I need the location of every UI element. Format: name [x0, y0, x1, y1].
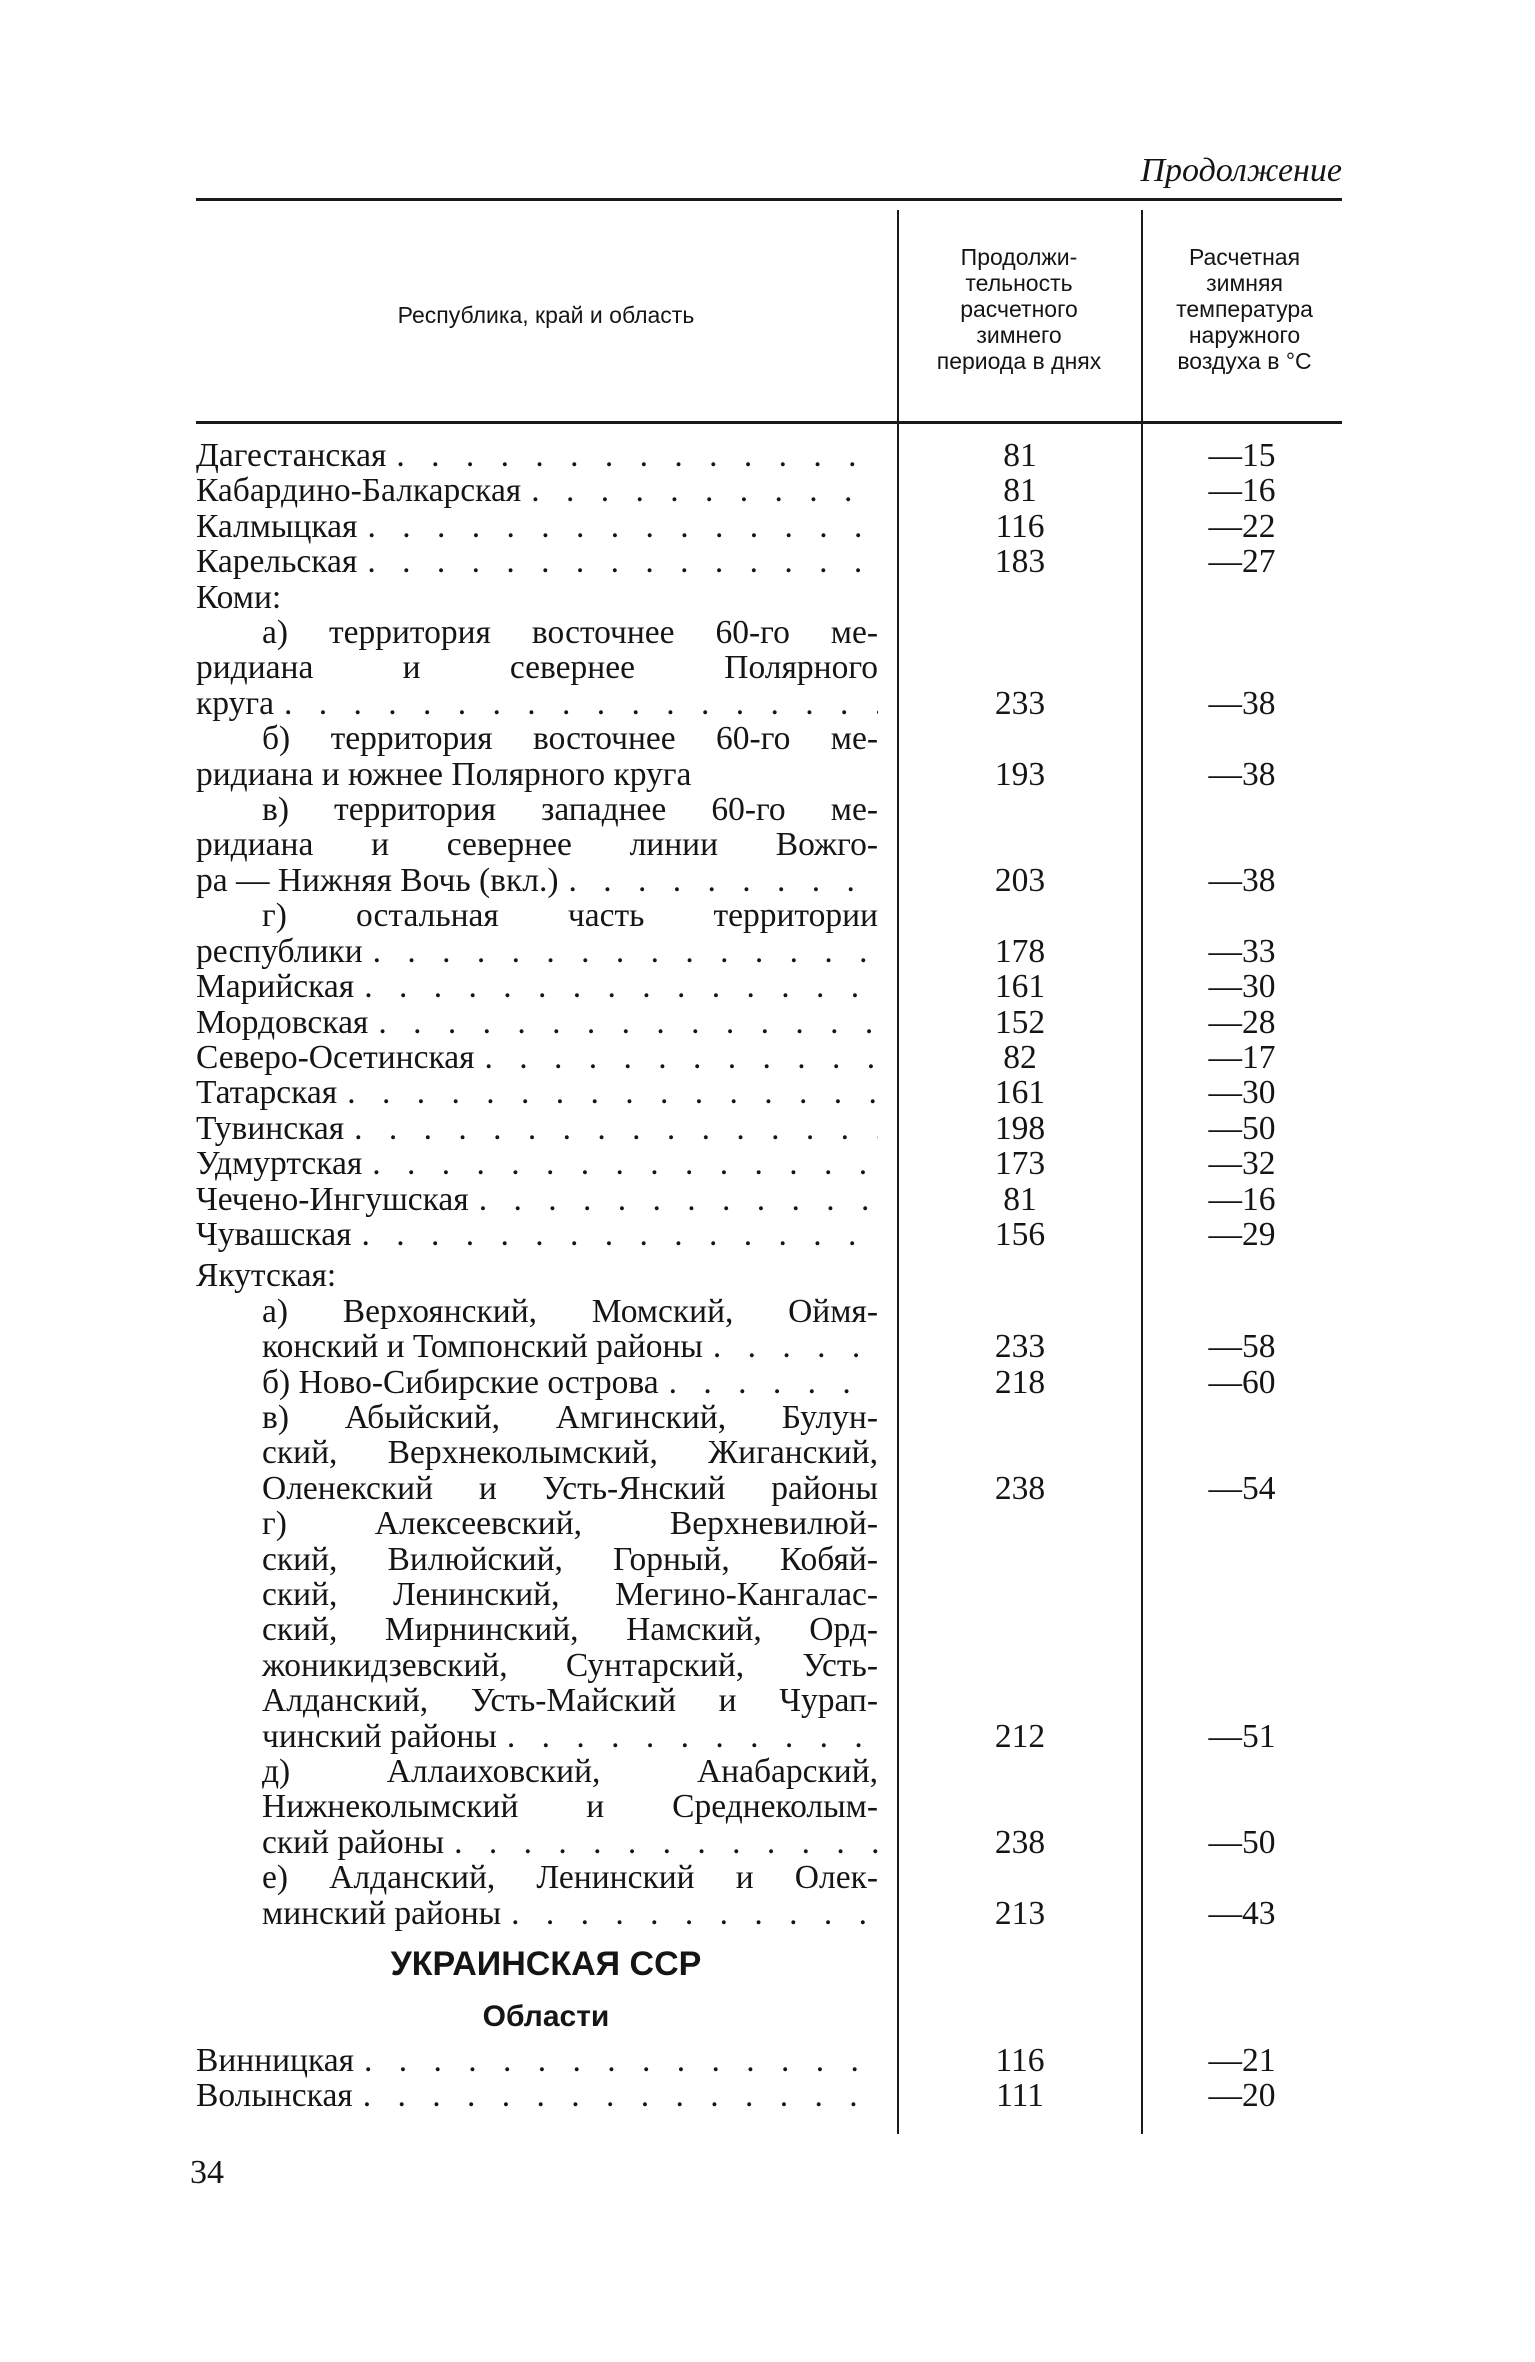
temp-cell: —38 [1208, 861, 1276, 899]
days-cell: 156 [994, 1215, 1046, 1253]
table-row [196, 969, 1342, 1004]
table-row [196, 1040, 1342, 1075]
region-name: б) территория восточнее 60-го ме- ридиана и южнее Полярного круга [196, 720, 878, 793]
temp-cell: —29 [1208, 1215, 1276, 1253]
region-name: г) остальная часть территории республики . . . [196, 898, 878, 969]
temp-cell: —27 [1208, 543, 1276, 581]
region-name: Чувашская . . . [196, 1217, 878, 1252]
temp-cell: —38 [1208, 755, 1276, 793]
temp-cell: —17 [1208, 1038, 1276, 1076]
table-body [196, 438, 1342, 2114]
header-duration-line: расчетного [960, 296, 1078, 322]
table-row [196, 1506, 1342, 1754]
header-duration-line: зимнего [976, 322, 1062, 348]
table-row [196, 1754, 1342, 1860]
region-name: Калмыцкая . . . [196, 509, 878, 544]
table-row [196, 2078, 1342, 2113]
temp-cell: —50 [1208, 1109, 1276, 1147]
days-cell: 213 [994, 1894, 1046, 1932]
days-cell: 81 [1003, 472, 1037, 510]
days-cell: 116 [995, 507, 1045, 545]
temp-cell: —60 [1208, 1363, 1276, 1401]
days-cell: 152 [994, 1003, 1046, 1041]
region-name: в) Абыйский, Амгинский, Булун- ский, Верхнеколымский, Жиганский, Оленекский и Усть-Янский районы [262, 1398, 878, 1507]
days-cell: 233 [994, 1328, 1046, 1366]
temp-cell: —30 [1208, 968, 1276, 1006]
table-header-rule [196, 421, 1342, 424]
region-name: Мордовская . . . [196, 1005, 878, 1040]
days-cell: 178 [994, 932, 1046, 970]
region-name: а) территория восточнее 60-го ме- ридиана и севернее Полярного круга . . . [196, 615, 878, 721]
days-cell: 82 [1003, 1038, 1037, 1076]
temp-cell: —15 [1208, 437, 1276, 474]
days-cell: 233 [994, 684, 1046, 722]
region-name: д) Аллаиховский, Анабарский, Нижнеколымский и Среднеколым- ский районы . . . [196, 1754, 878, 1860]
region-name: Винницкая . . . [196, 2043, 878, 2078]
temp-cell: —20 [1208, 2077, 1276, 2115]
header-duration-line: Продолжи- [960, 244, 1078, 270]
region-name: Карельская . . . [196, 544, 878, 579]
header-temperature [1147, 244, 1342, 374]
region-name: Волынская . . . [196, 2078, 878, 2113]
table-row [196, 1182, 1342, 1217]
days-cell: 198 [994, 1109, 1046, 1147]
days-cell: 218 [994, 1363, 1046, 1401]
region-name: Чечено-Ингушская . . . [196, 1182, 878, 1217]
temp-cell: —43 [1208, 1894, 1276, 1932]
region-name: Татарская . . . [196, 1075, 878, 1110]
table-row [196, 1400, 1342, 1506]
region-name: Тувинская . . . [196, 1111, 878, 1146]
header-duration-line: периода в днях [936, 348, 1102, 374]
region-name: Коми: [196, 578, 282, 616]
days-cell: 238 [994, 1469, 1046, 1507]
region-name: Дагестанская . . . [196, 438, 878, 473]
region-name: Кабардино-Балкарская . . . [196, 473, 878, 508]
table-row [196, 1252, 1342, 1293]
region-name: Якутская: [196, 1257, 337, 1295]
section-subtitle: Области [482, 2000, 610, 2034]
table-row [196, 2043, 1342, 2078]
header-temperature-line: наружного [1188, 322, 1301, 348]
days-cell: 81 [1003, 1180, 1037, 1218]
temp-cell: —32 [1208, 1145, 1276, 1183]
days-cell: 161 [994, 968, 1046, 1006]
temp-cell: —51 [1208, 1717, 1276, 1755]
temp-cell: —54 [1208, 1469, 1276, 1507]
temp-cell: —50 [1208, 1823, 1276, 1861]
days-cell: 173 [994, 1145, 1046, 1183]
days-cell: 161 [994, 1074, 1046, 1112]
temp-cell: —33 [1208, 932, 1276, 970]
header-temperature-line: температура [1176, 296, 1313, 322]
temp-cell: —58 [1208, 1328, 1276, 1366]
header-temperature-line: Расчетная [1188, 244, 1301, 270]
table-row [196, 1075, 1342, 1110]
region-name: г) Алексеевский, Верхневилюй- ский, Вилюйский, Горный, Кобяй- ский, Ленинский, Мегино-Кангалас- ский, Мирнинский, Намский, Орд- жоникидзевский, Сунтарский, Усть- Алданский, Усть-Майский и Чурап- чинский районы . . . [196, 1506, 878, 1754]
table-row [196, 1111, 1342, 1146]
days-cell: 111 [996, 2077, 1044, 2115]
region-name: а) Верхоянский, Момский, Оймя- конский и Томпонский районы . . . [196, 1294, 878, 1365]
region-name: Удмуртская . . . [196, 1146, 878, 1181]
days-cell: 81 [1003, 437, 1037, 474]
table-row [196, 509, 1342, 544]
section-title: УКРАИНСКАЯ ССР [390, 1945, 702, 1984]
page-number: 34 [190, 2154, 224, 2191]
table-row [196, 1294, 1342, 1365]
table-row [196, 473, 1342, 508]
region-name: б) Ново-Сибирские острова . . . [196, 1365, 878, 1400]
header-temperature-line: зимняя [1206, 270, 1283, 296]
region-name: в) территория западнее 60-го ме- ридиана и севернее линии Вожго- ра — Нижняя Вочь (вкл.) . . . [196, 792, 878, 898]
header-duration-line: тельность [965, 270, 1073, 296]
table-row [196, 1860, 1342, 1931]
continuation-label: Продолжение [1140, 152, 1342, 189]
table-row [196, 1005, 1342, 1040]
days-cell: 193 [994, 755, 1046, 793]
table-row [196, 1217, 1342, 1252]
days-cell: 212 [994, 1717, 1046, 1755]
table-row [196, 1146, 1342, 1181]
temp-cell: —21 [1208, 2042, 1276, 2080]
header-temperature-line: воздуха в °С [1177, 348, 1312, 374]
region-name: Марийская . . . [196, 969, 878, 1004]
table-row [196, 580, 1342, 615]
table-row [196, 544, 1342, 579]
table-row [196, 792, 1342, 898]
table-row [196, 615, 1342, 721]
table-top-rule [196, 198, 1342, 201]
table-row [196, 721, 1342, 792]
temp-cell: —30 [1208, 1074, 1276, 1112]
days-cell: 238 [994, 1823, 1046, 1861]
table-row [196, 438, 1342, 473]
table-row [196, 1365, 1342, 1400]
temp-cell: —22 [1208, 507, 1276, 545]
temp-cell: —28 [1208, 1003, 1276, 1041]
temp-cell: —38 [1208, 684, 1276, 722]
table-row [196, 898, 1342, 969]
region-name: е) Алданский, Ленинский и Олек- минский районы . . . [196, 1860, 878, 1931]
region-name: Северо-Осетинская . . . [196, 1040, 878, 1075]
temp-cell: —16 [1208, 472, 1276, 510]
days-cell: 183 [994, 543, 1046, 581]
temp-cell: —16 [1208, 1180, 1276, 1218]
days-cell: 116 [995, 2042, 1045, 2080]
header-region: Республика, край и область [397, 302, 695, 328]
days-cell: 203 [994, 861, 1046, 899]
header-duration [903, 244, 1135, 374]
